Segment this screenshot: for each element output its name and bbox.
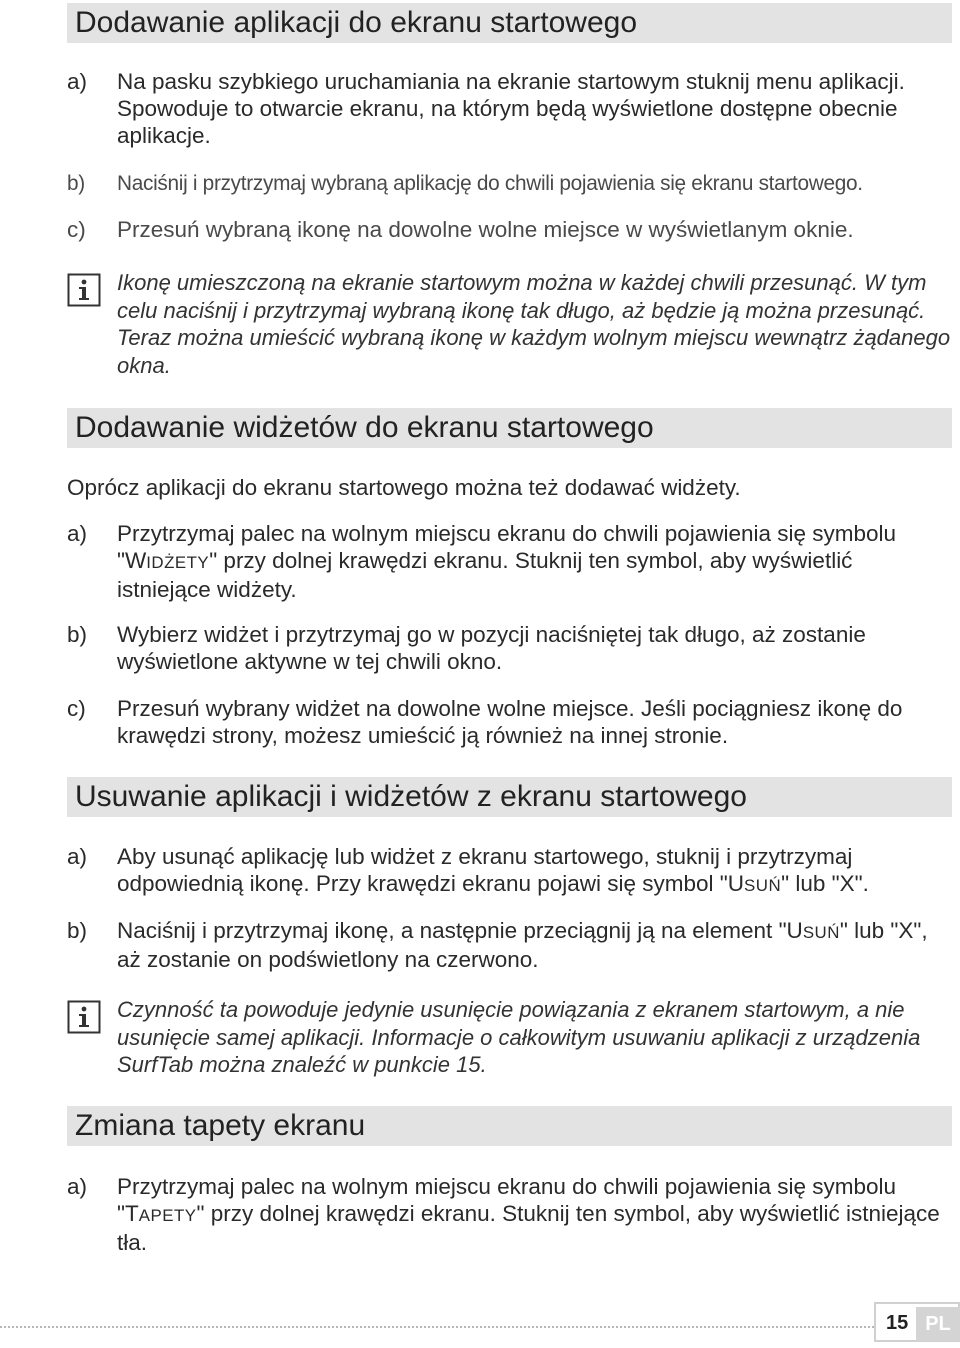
list-text: Przytrzymaj palec na wolnym miejscu ekranu do chwili pojawienia się symbolu "TAPETY" przy dolnej krawędzi ekranu. Stuknij ten symbol, aby wyświetlić istniejące tła. [117,1174,940,1255]
list-marker: a) [67,521,88,546]
language-code: PL [916,1307,960,1341]
footer-divider [0,1326,874,1328]
list-marker: b) [67,918,88,943]
list-item-s2-b [67,621,952,675]
list-item-s3-a [67,843,952,899]
list-marker: a) [67,844,88,869]
list-text: Aby usunąć aplikację lub widżet z ekranu startowego, stuknij i przytrzymaj odpowiednią ikonę. Przy krawędzi ekranu pojawi się symbol "USUŃ" lub "X". [117,844,869,896]
list-marker: b) [67,622,88,647]
list-marker: a) [67,69,88,94]
list-item-s3-b [67,917,952,973]
list-text: Wybierz widżet i przytrzymaj go w pozycji naciśniętej tak długo, aż zostanie wyświetlone aktywne w tej chwili okno. [117,622,866,674]
list-text: Naciśnij i przytrzymaj ikonę, a następnie przeciągnij ją na element "USUŃ" lub "X", aż zostanie on podświetlony na czerwono. [117,918,928,972]
list-item-s1-b [67,170,952,197]
list-text: Naciśnij i przytrzymaj wybraną aplikację do chwili pojawienia się ekranu startowego. [117,172,863,195]
list-item-s2-a [67,520,952,603]
page-number: 15 [886,1312,909,1334]
small-caps-term: IDŻETY [146,553,210,572]
info-note-s1 [67,269,952,379]
list-item-s4-a [67,1173,952,1256]
note-text: Ikonę umieszczoną na ekranie startowym można w każdej chwili przesunąć. W tym celu naciśnij i przytrzymaj wybraną ikonę tak długo, aż będzie ją można przesunąć. Teraz można umieścić wybraną ikonę w każdym wolnym miejscu wewnątrz żądanego okna. [117,270,951,378]
note-text: Czynność ta powoduje jedynie usunięcie powiązania z ekranem startowym, a nie usunięcie samej aplikacji. Informacje o całkowitym usuwaniu aplikacji z urządzenia SurfTab można znaleźć w punkcie 15. [117,997,921,1077]
list-item-s1-a [67,68,952,149]
list-text: Przytrzymaj palec na wolnym miejscu ekranu do chwili pojawienia się symbolu "WIDŻETY" przy dolnej krawędzi ekranu. Stuknij ten symbol, aby wyświetlić istniejące widżety. [117,521,897,602]
list-item-s2-c [67,695,952,749]
section-intro: Oprócz aplikacji do ekranu startowego można też dodawać widżety. [67,475,741,500]
list-text: Przesuń wybrany widżet na dowolne wolne miejsce. Jeśli pociągniesz ikonę do krawędzi strony, możesz umieścić ją również na innej stronie. [117,696,903,748]
list-marker: c) [67,696,86,721]
small-caps-term: APETY [138,1206,197,1225]
list-item-s1-c [67,216,952,243]
page-badge [874,1302,960,1342]
list-marker: c) [67,217,86,242]
info-icon [67,273,101,307]
list-marker: b) [67,172,85,195]
list-marker: a) [67,1174,88,1199]
list-text: Na pasku szybkiego uruchamiania na ekranie startowym stuknij menu aplikacji. Spowoduje to otwarcie ekranu, na którym będą wyświetlone dostępne obecnie aplikacje. [117,69,905,148]
info-icon [67,1000,101,1034]
section-heading-add-apps: Dodawanie aplikacji do ekranu startowego [67,3,952,43]
section-heading-add-widgets: Dodawanie widżetów do ekranu startowego [67,408,952,448]
small-caps-term: SUŃ [744,876,782,895]
section-heading-remove: Usuwanie aplikacji i widżetów z ekranu startowego [67,777,952,817]
section-heading-wallpaper: Zmiana tapety ekranu [67,1106,952,1146]
info-note-s3 [67,996,952,1079]
small-caps-term: SUŃ [802,923,840,942]
list-text: Przesuń wybraną ikonę na dowolne wolne miejsce w wyświetlanym oknie. [117,217,854,242]
